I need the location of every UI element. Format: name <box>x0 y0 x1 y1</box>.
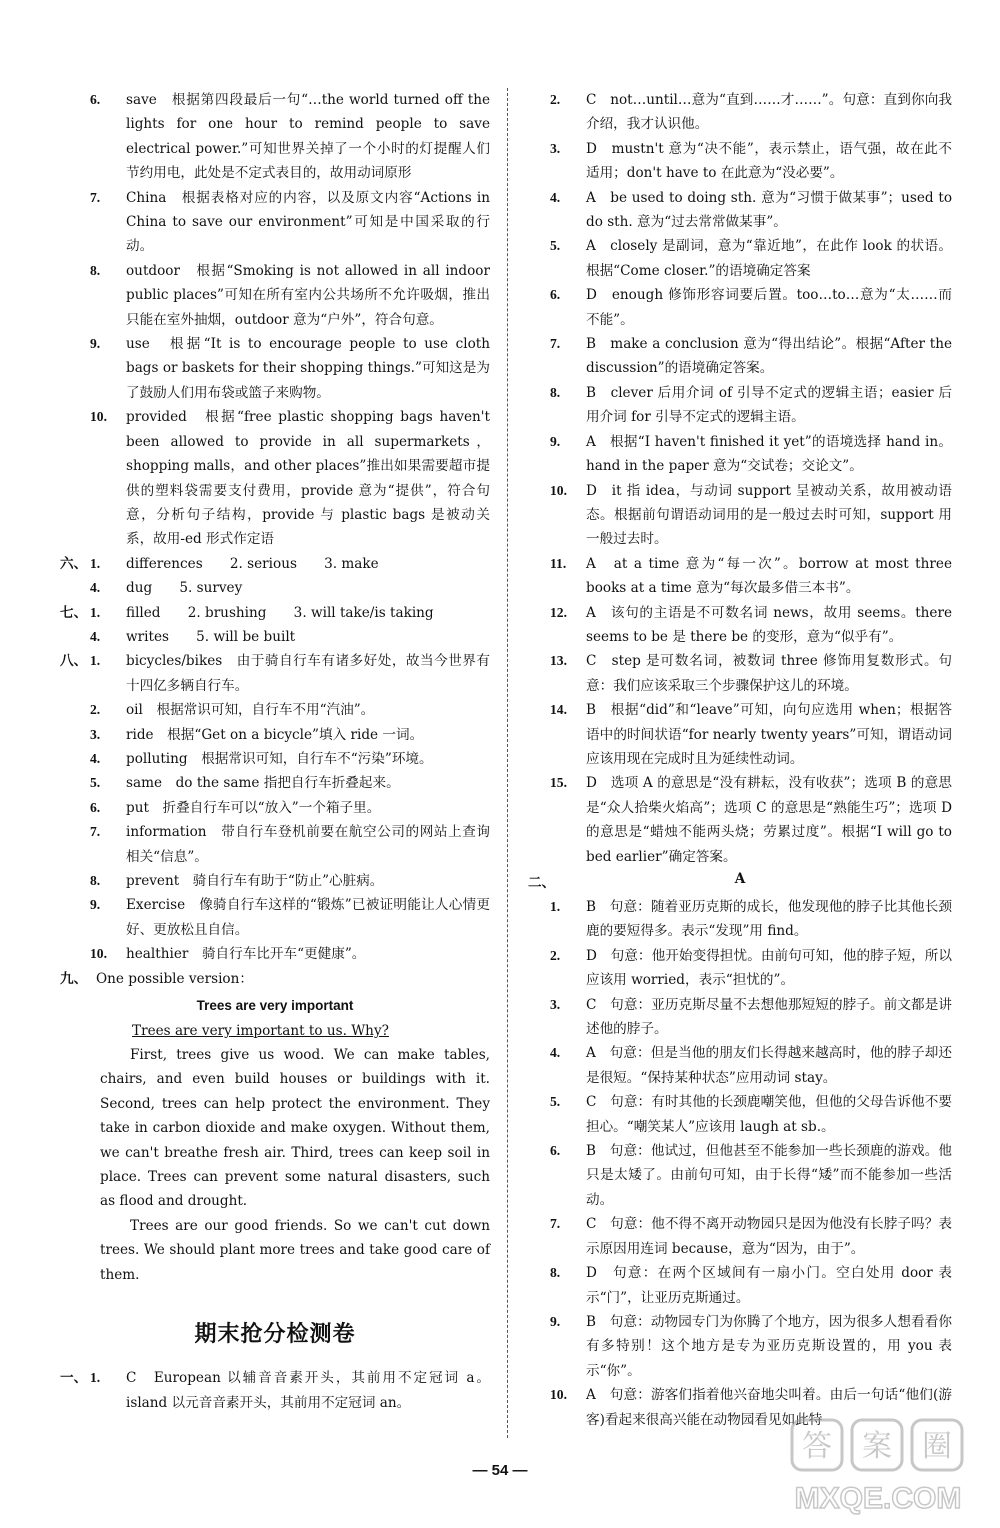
answer-item <box>528 1090 952 1139</box>
item-text: D mustn't 意为“决不能”，表示禁止，语气强，故在此不适用；don't have to 在此意为“没必要”。 <box>586 140 952 182</box>
item-text: D it 指 idea，与动词 support 呈被动关系，故用被动语态。根据前句谓语动词用的是一般过去时可知，support 用一般过去时。 <box>586 482 952 548</box>
item-text: A 该句的主语是不可数名词 news，故用 seems。there seems to be 是 there be 的变形，意为“似乎有”。 <box>586 604 952 645</box>
item-text: dug 5. survey <box>126 580 243 597</box>
item-text: Exercise 像骑自行车这样的“锻炼”已被证明能让人心情更好、更放松且自信。 <box>126 897 490 938</box>
answer-item <box>60 649 490 698</box>
item-text: C not…until…意为“直到……才……”。句意：直到你向我介绍，我才认识他。 <box>586 92 952 133</box>
section-label: 六、 <box>60 555 88 572</box>
essay-intro-text: One possible version： <box>96 970 253 987</box>
item-text: B 根据“did”和“leave”可知，向句应选用 when；根据答语中的时间状语“for nearly twenty years”可知，谓语动词应该用现在完成时且为延续性动词。 <box>586 702 952 767</box>
item-text: D 句意：他开始变得担忧。由前句可知，他的脖子短，所以应该用 worried，表示“担忧的”。 <box>586 947 952 989</box>
item-text: differences 2. serious 3. make <box>126 555 379 572</box>
item-text: provided 根据“free plastic shopping bags haven't been allowed to provide in all supermarkets，shopping malls，and other places”推出如果需要超市提供的塑料袋需要支付费用，provide 意为“提供”，符合句意，分析句子结构，provide 与 plastic bags 是被动关系，故用-ed 形式作定语 <box>126 409 490 548</box>
item-number: 1. <box>90 653 101 669</box>
item-text: healthier 骑自行车比开车“更健康”。 <box>126 946 366 963</box>
answer-item <box>528 137 952 186</box>
answer-item <box>60 942 490 966</box>
item-number: 1. <box>90 1370 101 1386</box>
item-text: D enough 修饰形容词要后置。too…to…意为“太……而不能”。 <box>586 287 952 328</box>
item-number: 1. <box>550 899 561 914</box>
item-text: B make a conclusion 意为“得出结论”。根据“After the discussion”的语境确定答案。 <box>586 336 952 377</box>
item-text: writes 5. will be built <box>126 628 296 645</box>
answer-item <box>528 1212 952 1261</box>
answer-item <box>528 1041 952 1090</box>
essay-paragraph: Trees are our good friends. So we can't cut down trees. We should plant more trees and take good care of them. <box>100 1217 490 1283</box>
item-text: outdoor 根据“Smoking is not allowed in all indoor public places”可知在所有室内公共场所不允许吸烟，推出只能在室外抽烟，outdoor 意为“户外”，符合句意。 <box>126 262 490 328</box>
item-number: 2. <box>90 702 101 718</box>
item-text: C European 以辅音音素开头，其前用不定冠词 a。island 以元音音素开头，其前用不定冠词 an。 <box>126 1370 490 1411</box>
item-text: D 选项 A 的意思是“没有耕耘，没有收获”；选项 B 的意思是“众人拾柴火焰高”；选项 C 的意思是“熟能生巧”；选项 D 的意思是“蜡烛不能两头烧；劳累过度”。根据“I will go to bed earlier”确定答案。 <box>586 775 952 865</box>
passage-letter: A <box>734 871 746 887</box>
answer-item <box>528 1310 952 1383</box>
essay-intro <box>60 967 490 991</box>
item-number: 8. <box>90 262 101 278</box>
item-text: A 句意：游客们指着他兴奋地尖叫着。由后一句话“他们(游客)看起来很高兴能在动物园看见如此特 <box>586 1387 952 1428</box>
item-number: 8. <box>550 384 561 400</box>
answer-item <box>60 88 490 186</box>
answer-item <box>60 747 490 771</box>
watermark-char-1: 答 <box>802 1429 832 1464</box>
answer-item <box>528 479 952 552</box>
item-number: 14. <box>550 702 567 718</box>
answer-item <box>60 186 490 259</box>
answer-item <box>60 259 490 332</box>
item-number: 9. <box>90 897 101 913</box>
watermark-char-3: 圈 <box>922 1429 952 1464</box>
section-label: 七、 <box>60 604 88 621</box>
item-text: B 句意：他试过，但他甚至不能参加一些长颈鹿的游戏。他只是太矮了。由前句可知，由于长得“矮”而不能参加一些活动。 <box>586 1143 952 1208</box>
answer-item <box>528 1139 952 1212</box>
item-text: information 带自行车登机前要在航空公司的网站上查询相关“信息”。 <box>126 824 490 865</box>
item-text: C 句意：他不得不离开动物园只是因为他没有长脖子吗？表示原因用连词 because，意为“因为，由于”。 <box>586 1216 952 1257</box>
answer-item <box>528 771 952 869</box>
part-two-header <box>528 869 952 895</box>
item-text: A be used to doing sth. 意为“习惯于做某事”；used to do sth. 意为“过去常常做某事”。 <box>586 189 952 231</box>
answer-item <box>60 820 490 869</box>
answer-item <box>60 576 490 600</box>
item-text: prevent 骑自行车有助于“防止”心脏病。 <box>126 873 384 889</box>
item-number: 8. <box>550 1265 561 1281</box>
item-number: 8. <box>90 873 101 888</box>
page-number: — 54 — <box>472 1462 528 1479</box>
answer-item <box>60 1366 490 1415</box>
item-number: 9. <box>90 336 101 352</box>
item-number: 3. <box>90 726 101 742</box>
item-number: 4. <box>90 580 101 596</box>
answer-item <box>528 944 952 993</box>
answer-item <box>528 283 952 332</box>
item-text: A 句意：但是当他的朋友们长得越来越高时，他的脖子却还是很短。“保持某种状态”应用动词 stay。 <box>586 1045 952 1086</box>
right-column <box>528 88 952 1432</box>
item-number: 9. <box>550 1313 561 1329</box>
answer-item <box>528 88 952 137</box>
item-number: 4. <box>550 1045 561 1061</box>
item-text: put 折叠自行车可以“放入”一个箱子里。 <box>126 799 381 816</box>
answer-item <box>60 869 490 893</box>
essay-title: Trees are very important <box>196 998 354 1014</box>
answer-item <box>528 186 952 235</box>
answer-item <box>60 625 490 649</box>
item-number: 15. <box>550 775 567 791</box>
answer-item <box>528 698 952 771</box>
answer-item <box>528 332 952 381</box>
answer-item <box>60 698 490 722</box>
item-text: polluting 根据常识可知，自行车不“污染”环境。 <box>126 750 433 767</box>
item-text: C 句意：亚历克斯尽量不去想他那短短的脖子。前文都是讲述他的脖子。 <box>586 996 952 1038</box>
column-divider <box>507 88 508 1438</box>
watermark-char-2: 案 <box>862 1429 892 1464</box>
item-number: 7. <box>550 336 561 352</box>
item-number: 4. <box>90 750 101 766</box>
item-number: 5. <box>550 238 561 254</box>
item-text: same do the same 指把自行车折叠起来。 <box>126 775 400 792</box>
item-text: filled 2. brushing 3. will take/is taking <box>126 604 434 621</box>
item-number: 6. <box>550 287 561 303</box>
item-number: 6. <box>550 1143 561 1159</box>
section-label: 二、 <box>528 875 556 891</box>
item-number: 10. <box>550 1387 567 1403</box>
answer-item <box>528 649 952 698</box>
essay-subtitle: Trees are very important to us. Why? <box>132 1023 389 1040</box>
item-text: oil 根据常识可知，自行车不用“汽油”。 <box>126 702 375 719</box>
item-text: A 根据“I haven't finished it yet”的语境选择 hand in。hand in the paper 意为“交试卷；交论文”。 <box>586 433 952 475</box>
item-number: 4. <box>550 189 561 205</box>
answer-item <box>528 993 952 1042</box>
item-number: 7. <box>90 189 101 205</box>
answer-item <box>528 1261 952 1310</box>
left-column <box>60 88 490 1415</box>
item-number: 9. <box>550 433 561 449</box>
answer-item <box>60 893 490 942</box>
item-text: ride 根据“Get on a bicycle”填入 ride 一词。 <box>126 726 424 743</box>
item-text: B clever 后用介词 of 引导不定式的逻辑主语；easier 后用介词 for 引导不定式的逻辑主语。 <box>586 384 952 426</box>
answer-item <box>60 601 490 625</box>
item-text: B 句意：随着亚历克斯的成长，他发现他的脖子比其他长颈鹿的要短得多。表示“发现”用 find。 <box>586 899 952 940</box>
section-heading: 期末抢分检测卷 <box>194 1322 356 1348</box>
answer-item <box>528 430 952 479</box>
answer-item <box>528 895 952 944</box>
answer-item <box>60 405 490 551</box>
item-text: D 句意：在两个区域间有一扇小门。空白处用 door 表示“门”，让亚历克斯通过。 <box>586 1265 952 1306</box>
answer-item <box>528 381 952 430</box>
item-number: 2. <box>550 947 561 963</box>
item-number: 10. <box>90 946 107 962</box>
item-number: 1. <box>90 604 101 620</box>
item-text: C 句意：有时其他的长颈鹿嘲笑他，但他的父母告诉他不要担心。“嘲笑某人”应该用 laugh at sb.。 <box>586 1094 952 1135</box>
answer-item <box>60 332 490 405</box>
answer-item <box>60 723 490 747</box>
item-number: 10. <box>550 482 567 498</box>
answer-item <box>60 796 490 820</box>
item-number: 13. <box>550 653 567 669</box>
answer-item <box>528 234 952 283</box>
item-text: A closely 是副词，意为“靠近地”，在此作 look 的状语。根据“Come closer.”的语境确定答案 <box>586 238 952 279</box>
item-text: A at a time 意为“每一次”。borrow at most three books at a time 意为“每次最多借三本书”。 <box>586 555 952 597</box>
item-text: C step 是可数名词，被数词 three 修饰用复数形式。句意：我们应该采取三个步骤保护这儿的环境。 <box>586 653 952 694</box>
item-text: use 根据“It is to encourage people to use cloth bags or baskets for their shopping things.”可知这是为了鼓励人们用布袋或篮子来购物。 <box>126 336 490 401</box>
item-number: 5. <box>550 1094 561 1110</box>
essay-paragraph: First, trees give us wood. We can make tables, chairs, and even build houses or buildings with it. Second, trees can help protect the environment. They take in carbon dioxide and make oxygen. Without them, we can't breathe fresh air. Third, trees can keep soil in place. Trees can prevent some natural disasters, such as flood and drought. <box>100 1047 490 1210</box>
section-label: 八、 <box>60 653 88 670</box>
item-number: 7. <box>90 824 101 840</box>
item-number: 1. <box>90 555 101 571</box>
item-number: 2. <box>550 92 561 107</box>
item-number: 3. <box>550 140 561 156</box>
watermark-logo <box>778 1412 978 1522</box>
item-text: bicycles/bikes 由于骑自行车有诸多好处，故当今世界有十四亿多辆自行车。 <box>126 653 490 694</box>
item-number: 5. <box>90 775 101 791</box>
item-number: 7. <box>550 1216 561 1232</box>
section-label: 九、 <box>60 970 88 987</box>
answer-item <box>60 552 490 576</box>
item-number: 6. <box>90 92 101 107</box>
item-number: 3. <box>550 996 561 1012</box>
answer-item <box>60 771 490 795</box>
item-number: 11. <box>550 555 567 571</box>
item-text: B 句意：动物园专门为你腾了个地方，因为很多人想看看你有多特别！这个地方是专为亚历克斯设置的，用 you 表示“你”。 <box>586 1313 952 1379</box>
item-text: save 根据第四段最后一句“…the world turned off the lights for one hour to remind people to save electrical power.”可知世界关掉了一个小时的灯提醒人们节约用电，此处是不定式表目的，故用动词原形 <box>126 92 490 182</box>
section-label: 一、 <box>60 1370 88 1387</box>
item-number: 6. <box>90 799 101 815</box>
item-number: 4. <box>90 628 101 644</box>
watermark-url: MXQE.COM <box>794 1482 962 1515</box>
answer-item <box>528 552 952 601</box>
answer-item <box>528 601 952 650</box>
item-number: 10. <box>90 409 107 425</box>
item-text: China 根据表格对应的内容，以及原文内容“Actions in China to save our environment”可知是中国采取的行动。 <box>126 189 490 255</box>
item-number: 12. <box>550 604 567 620</box>
